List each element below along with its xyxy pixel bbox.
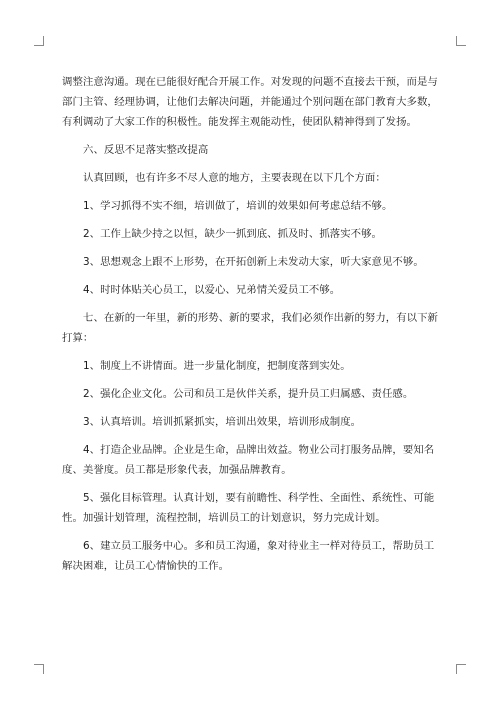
paragraph-continuation: 调整注意沟通。现在已能很好配合开展工作。对发现的问题不直接去干预，而是与部门主管、经理协调，让他们去解决问题，并能通过个别问题在部门教育大多数，有利调动了大家工作的积极性。能发挥主观能动性，使团队精神得到了发扬。 [62,76,438,128]
list-item: 6、建立员工服务中心。多和员工沟通，象对待业主一样对待员工，帮助员工解决困难，让员工心情愉快的工作。 [62,540,435,572]
crop-mark-top-left [34,36,44,46]
list-item: 3、思想观念上跟不上形势，在开拓创新上未发动大家，听大家意见不够。 [83,256,424,268]
section-heading-7: 七、在新的一年里，新的形势、新的要求，我们必须作出新的努力，有以下新打算： [62,312,438,344]
list-item: 2、工作上缺少持之以恒，缺少一抓到底、抓及时、抓落实不够。 [83,228,382,240]
section-heading-6: 六、反思不足落实整改提高 [83,144,209,156]
document-body [62,72,442,584]
crop-mark-bottom-right [456,664,466,674]
crop-mark-bottom-left [34,664,44,674]
list-item: 5、强化目标管理。认真计划，要有前瞻性、科学性、全面性、系统性、可能性。加强计划管理，流程控制，培训员工的计划意识，努力完成计划。 [62,492,435,524]
list-item: 1、制度上不讲情面。进一步量化制度，把制度落到实处。 [83,360,351,372]
list-item: 1、学习抓得不实不细，培训做了，培训的效果如何考虑总结不够。 [83,200,393,212]
crop-mark-top-right [456,36,466,46]
list-item: 4、打造企业品牌。企业是生命，品牌出效益。物业公司打服务品牌，要知名度、美誉度。员工都是形象代表，加强品牌教育。 [62,444,435,476]
list-item: 4、时时体贴关心员工，以爱心、兄弟情关爱员工不够。 [83,284,341,296]
list-item: 2、强化企业文化。公司和员工是伙伴关系，提升员工归属感、责任感。 [83,388,414,400]
list-item: 3、认真培训。培训抓紧抓实，培训出效果，培训形成制度。 [83,416,362,428]
paragraph-intro: 认真回顾，也有许多不尽人意的地方，主要表现在以下几个方面： [83,172,386,184]
